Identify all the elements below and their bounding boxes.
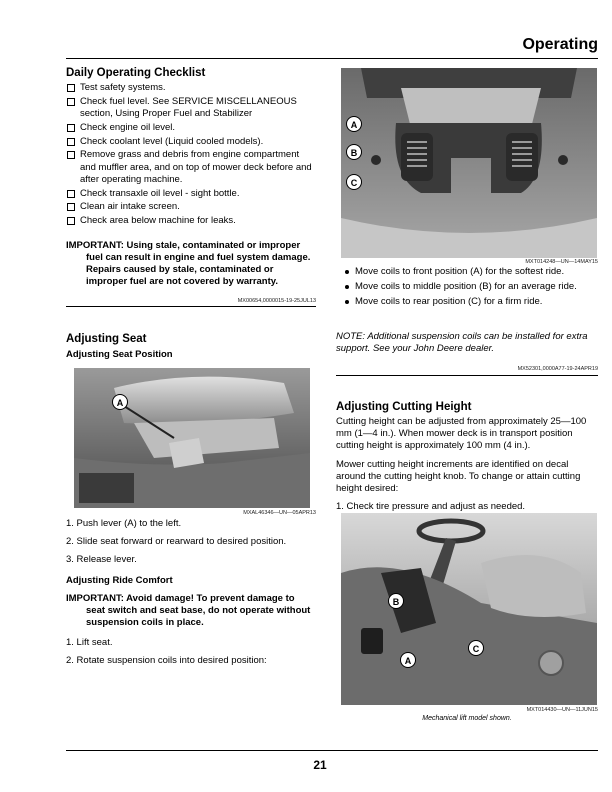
adjusting-seat-section	[66, 333, 316, 360]
checklist-item: Check transaxle oil level - sight bottle.	[66, 188, 316, 200]
page-number: 21	[313, 758, 327, 772]
seat-lever-image	[74, 368, 310, 508]
cutting-image-caption: Mechanical lift model shown.	[422, 715, 512, 722]
mower-illustration	[341, 513, 597, 705]
bullet-item: Move coils to rear position (C) for a firm ride.	[336, 296, 598, 308]
ride-comfort-title: Adjusting Ride Comfort	[66, 575, 173, 586]
seat-image-ref: MXAL46346—UN—05APR13	[243, 510, 316, 516]
checkbox-icon	[67, 190, 75, 198]
seat-illustration	[74, 368, 310, 508]
page-title: Operating	[522, 36, 598, 53]
coils-note: NOTE: Additional suspension coils can be installed for extra support. See your John Deere dealer.	[336, 331, 588, 354]
cutting-height-section	[336, 401, 598, 513]
callout-c: C	[346, 174, 362, 190]
step-item: 1. Lift seat.	[66, 637, 113, 648]
callout-b: B	[346, 144, 362, 160]
seat-steps	[66, 518, 316, 573]
checkbox-icon	[67, 124, 75, 132]
ride-steps	[66, 637, 316, 673]
seat-important-notice: IMPORTANT: Avoid damage! To prevent damage to seat switch and seat base, do not operate without suspension coils in place.	[66, 593, 311, 628]
coils-ref: MX52301,0000A77-19-24APR19	[517, 366, 598, 372]
checkbox-icon	[67, 84, 75, 92]
checkbox-icon	[67, 138, 75, 146]
step-item: 1. Push lever (A) to the left.	[66, 518, 182, 529]
cutting-step-1: 1. Check tire pressure and adjust as needed.	[336, 501, 526, 513]
coils-image-ref: MXT014248—UN—14MAY15	[525, 259, 598, 265]
footer-rule	[66, 750, 598, 751]
header-rule	[66, 58, 598, 59]
bullet-icon	[345, 270, 349, 274]
cutting-para-1: Cutting height can be adjusted from approximately 25—100 mm (1—4 in.). When mower deck is in transport position cutting height is approximately 100 mm (4 in.).	[336, 416, 587, 452]
checklist-item: Remove grass and debris from engine compartment and muffler area, and on top of mower deck before and after operating machine.	[66, 149, 316, 186]
seat-subtitle: Adjusting Seat Position	[66, 349, 173, 360]
callout-c: C	[468, 640, 484, 656]
callout-b: B	[388, 593, 404, 609]
checkbox-icon	[67, 217, 75, 225]
checklist-item: Test safety systems.	[66, 82, 316, 94]
coils-illustration	[341, 68, 597, 258]
bullet-icon	[345, 285, 349, 289]
checklist-item: Check engine oil level.	[66, 122, 316, 134]
seat-title: Adjusting Seat	[66, 333, 147, 345]
bullet-item: Move coils to middle position (B) for an average ride.	[336, 281, 598, 293]
checklist-item: Check area below machine for leaks.	[66, 215, 316, 227]
daily-checklist-section	[66, 67, 316, 229]
coil-positions-list	[336, 266, 598, 312]
checkbox-icon	[67, 203, 75, 211]
step-item: 2. Slide seat forward or rearward to desired position.	[66, 536, 287, 548]
checklist-item: Check fuel level. See SERVICE MISCELLANEOUS section, Using Proper Fuel and Stabilizer	[66, 96, 316, 120]
checklist-title: Daily Operating Checklist	[66, 67, 206, 79]
cutting-title: Adjusting Cutting Height	[336, 401, 472, 413]
section-divider	[336, 375, 598, 376]
fuel-important-notice: IMPORTANT: Using stale, contaminated or improper fuel can result in engine and fuel system damage. Repairs caused by stale, contaminated or improper fuel are not covered by warranty.	[66, 240, 311, 287]
checklist-item: Check coolant level (Liquid cooled models).	[66, 136, 316, 148]
bullet-icon	[345, 300, 349, 304]
cutting-image-ref: MXT014430—UN—11JUN15	[526, 707, 598, 713]
callout-a: A	[112, 394, 128, 410]
checkbox-icon	[67, 151, 75, 159]
checklist-ref: MX00654,0000015-19-25JUL13	[237, 298, 316, 304]
cutting-height-image	[341, 513, 597, 705]
checklist-item: Clean air intake screen.	[66, 201, 316, 213]
checkbox-icon	[67, 98, 75, 106]
section-divider	[66, 306, 316, 307]
step-item: 3. Release lever.	[66, 554, 137, 566]
bullet-item: Move coils to front position (A) for the softest ride.	[336, 266, 598, 278]
step-item: 2. Rotate suspension coils into desired position:	[66, 655, 267, 667]
cutting-para-2: Mower cutting height increments are identified on decal around the cutting height knob. To change or attain cutting height desired:	[336, 458, 581, 495]
suspension-coils-image	[341, 68, 597, 258]
callout-a: A	[400, 652, 416, 668]
callout-a: A	[346, 116, 362, 132]
